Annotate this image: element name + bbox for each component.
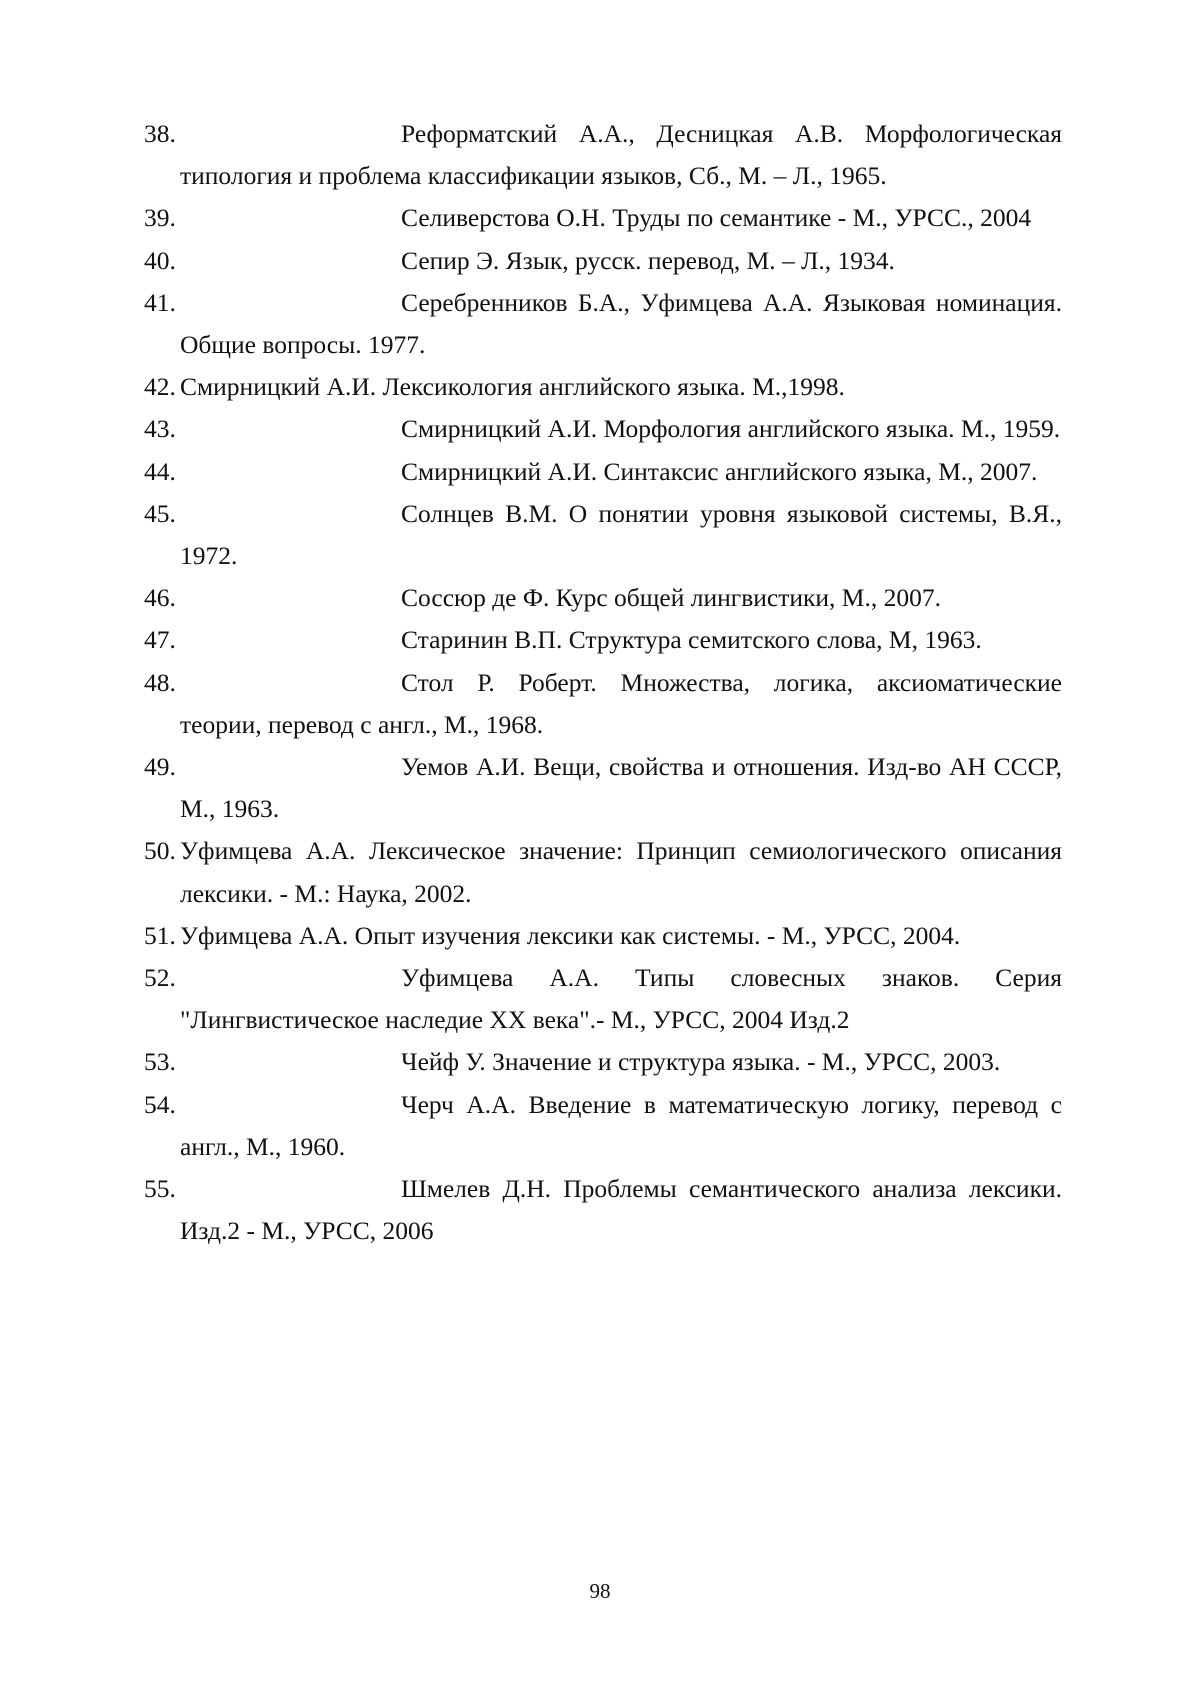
bibliography-entry	[144, 451, 1062, 493]
entry-number: 38.	[144, 119, 176, 148]
bibliography-entry	[144, 1041, 1062, 1083]
entry-text: Чейф У. Значение и структура языка. - М., УРСС, 2003.	[401, 1047, 1001, 1077]
entry-number: 47.	[144, 625, 176, 655]
entry-number: 39.	[144, 203, 176, 233]
bibliography-entry	[144, 113, 1062, 197]
entry-text: Солнцев В.М. О понятии уровня языковой системы, В.Я., 1972.	[180, 498, 1062, 571]
entry-text: Смирницкий А.И. Лексикология английского языка. М.,1998.	[180, 372, 845, 402]
entry-number: 45.	[144, 498, 176, 528]
entry-text: Черч А.А. Введение в математическую логику, перевод с англ., М., 1960.	[180, 1089, 1062, 1161]
bibliography-entry	[144, 493, 1062, 577]
entry-number: 48.	[144, 667, 176, 697]
bibliography-entry	[144, 577, 1062, 619]
entry-number: 46.	[144, 583, 176, 613]
bibliography-entry	[144, 408, 1062, 450]
entry-text: Сепир Э. Язык, русск. перевод, М. – Л., 1934.	[401, 245, 895, 275]
bibliography-entry	[144, 746, 1062, 830]
entry-number: 43.	[144, 414, 176, 444]
bibliography-entry	[144, 830, 1062, 914]
entry-text: Шмелев Д.Н. Проблемы семантического анализа лексики. Изд.2 - М., УРСС, 2006	[180, 1174, 1062, 1246]
bibliography-entry	[144, 915, 1062, 957]
entry-text: Соссюр де Ф. Курс общей лингвистики, М., 2007.	[401, 583, 941, 613]
entry-number: 40.	[144, 245, 176, 275]
entry-number: 50.	[144, 836, 176, 866]
bibliography-entry	[144, 619, 1062, 661]
bibliography-entry	[144, 282, 1062, 366]
entry-text: Уфимцева А.А. Типы словесных знаков. Серия "Лингвистическое наследие XX века".- М., УРСС, 2004 Изд.2	[180, 963, 1062, 1035]
bibliography-entry	[144, 197, 1062, 239]
bibliography-list	[144, 113, 1062, 1252]
entry-text: Уфимцева А.А. Опыт изучения лексики как системы. - М., УРСС, 2004.	[180, 920, 961, 950]
entry-number: 51.	[144, 920, 176, 950]
bibliography-entry	[144, 240, 1062, 282]
entry-text: Смирницкий А.И. Синтаксис английского языка, М., 2007.	[401, 456, 1038, 486]
entry-number: 54.	[144, 1089, 176, 1119]
entry-number: 52.	[144, 963, 176, 993]
page-number: 98	[589, 1579, 611, 1603]
bibliography-entry	[144, 1168, 1062, 1252]
entry-text: Селиверстова О.Н. Труды по семантике - М., УРСС., 2004	[401, 203, 1032, 233]
bibliography-entry	[144, 957, 1062, 1041]
bibliography-entry	[144, 662, 1062, 746]
entry-text: Смирницкий А.И. Морфология английского языка. М., 1959.	[401, 414, 1061, 444]
bibliography-entry	[144, 1084, 1062, 1168]
entry-number: 49.	[144, 752, 176, 782]
entry-text: Стол Р. Роберт. Множества, логика, аксиоматические теории, перевод с англ., М., 1968.	[180, 667, 1062, 739]
entry-number: 42.	[144, 372, 176, 402]
entry-text: Старинин В.П. Структура семитского слова, М, 1963.	[401, 625, 982, 655]
entry-text: Уфимцева А.А. Лексическое значение: Принцип семиологического описания лексики. - М.: Наука, 2002.	[180, 836, 1062, 908]
entry-text: Уемов А.И. Вещи, свойства и отношения. Изд-во АН СССР, М., 1963.	[180, 752, 1062, 824]
entry-number: 55.	[144, 1174, 176, 1204]
entry-number: 53.	[144, 1047, 176, 1077]
bibliography-entry	[144, 366, 1062, 408]
entry-text: Серебренников Б.А., Уфимцева А.А. Языковая номинация. Общие вопросы. 1977.	[180, 287, 1062, 360]
entry-number: 41.	[144, 287, 176, 317]
entry-number: 44.	[144, 456, 176, 486]
entry-text: Реформатский А.А., Десницкая А.В. Морфологическая типология и проблема классификации языков, Сб., М. – Л., 1965.	[180, 119, 1062, 191]
